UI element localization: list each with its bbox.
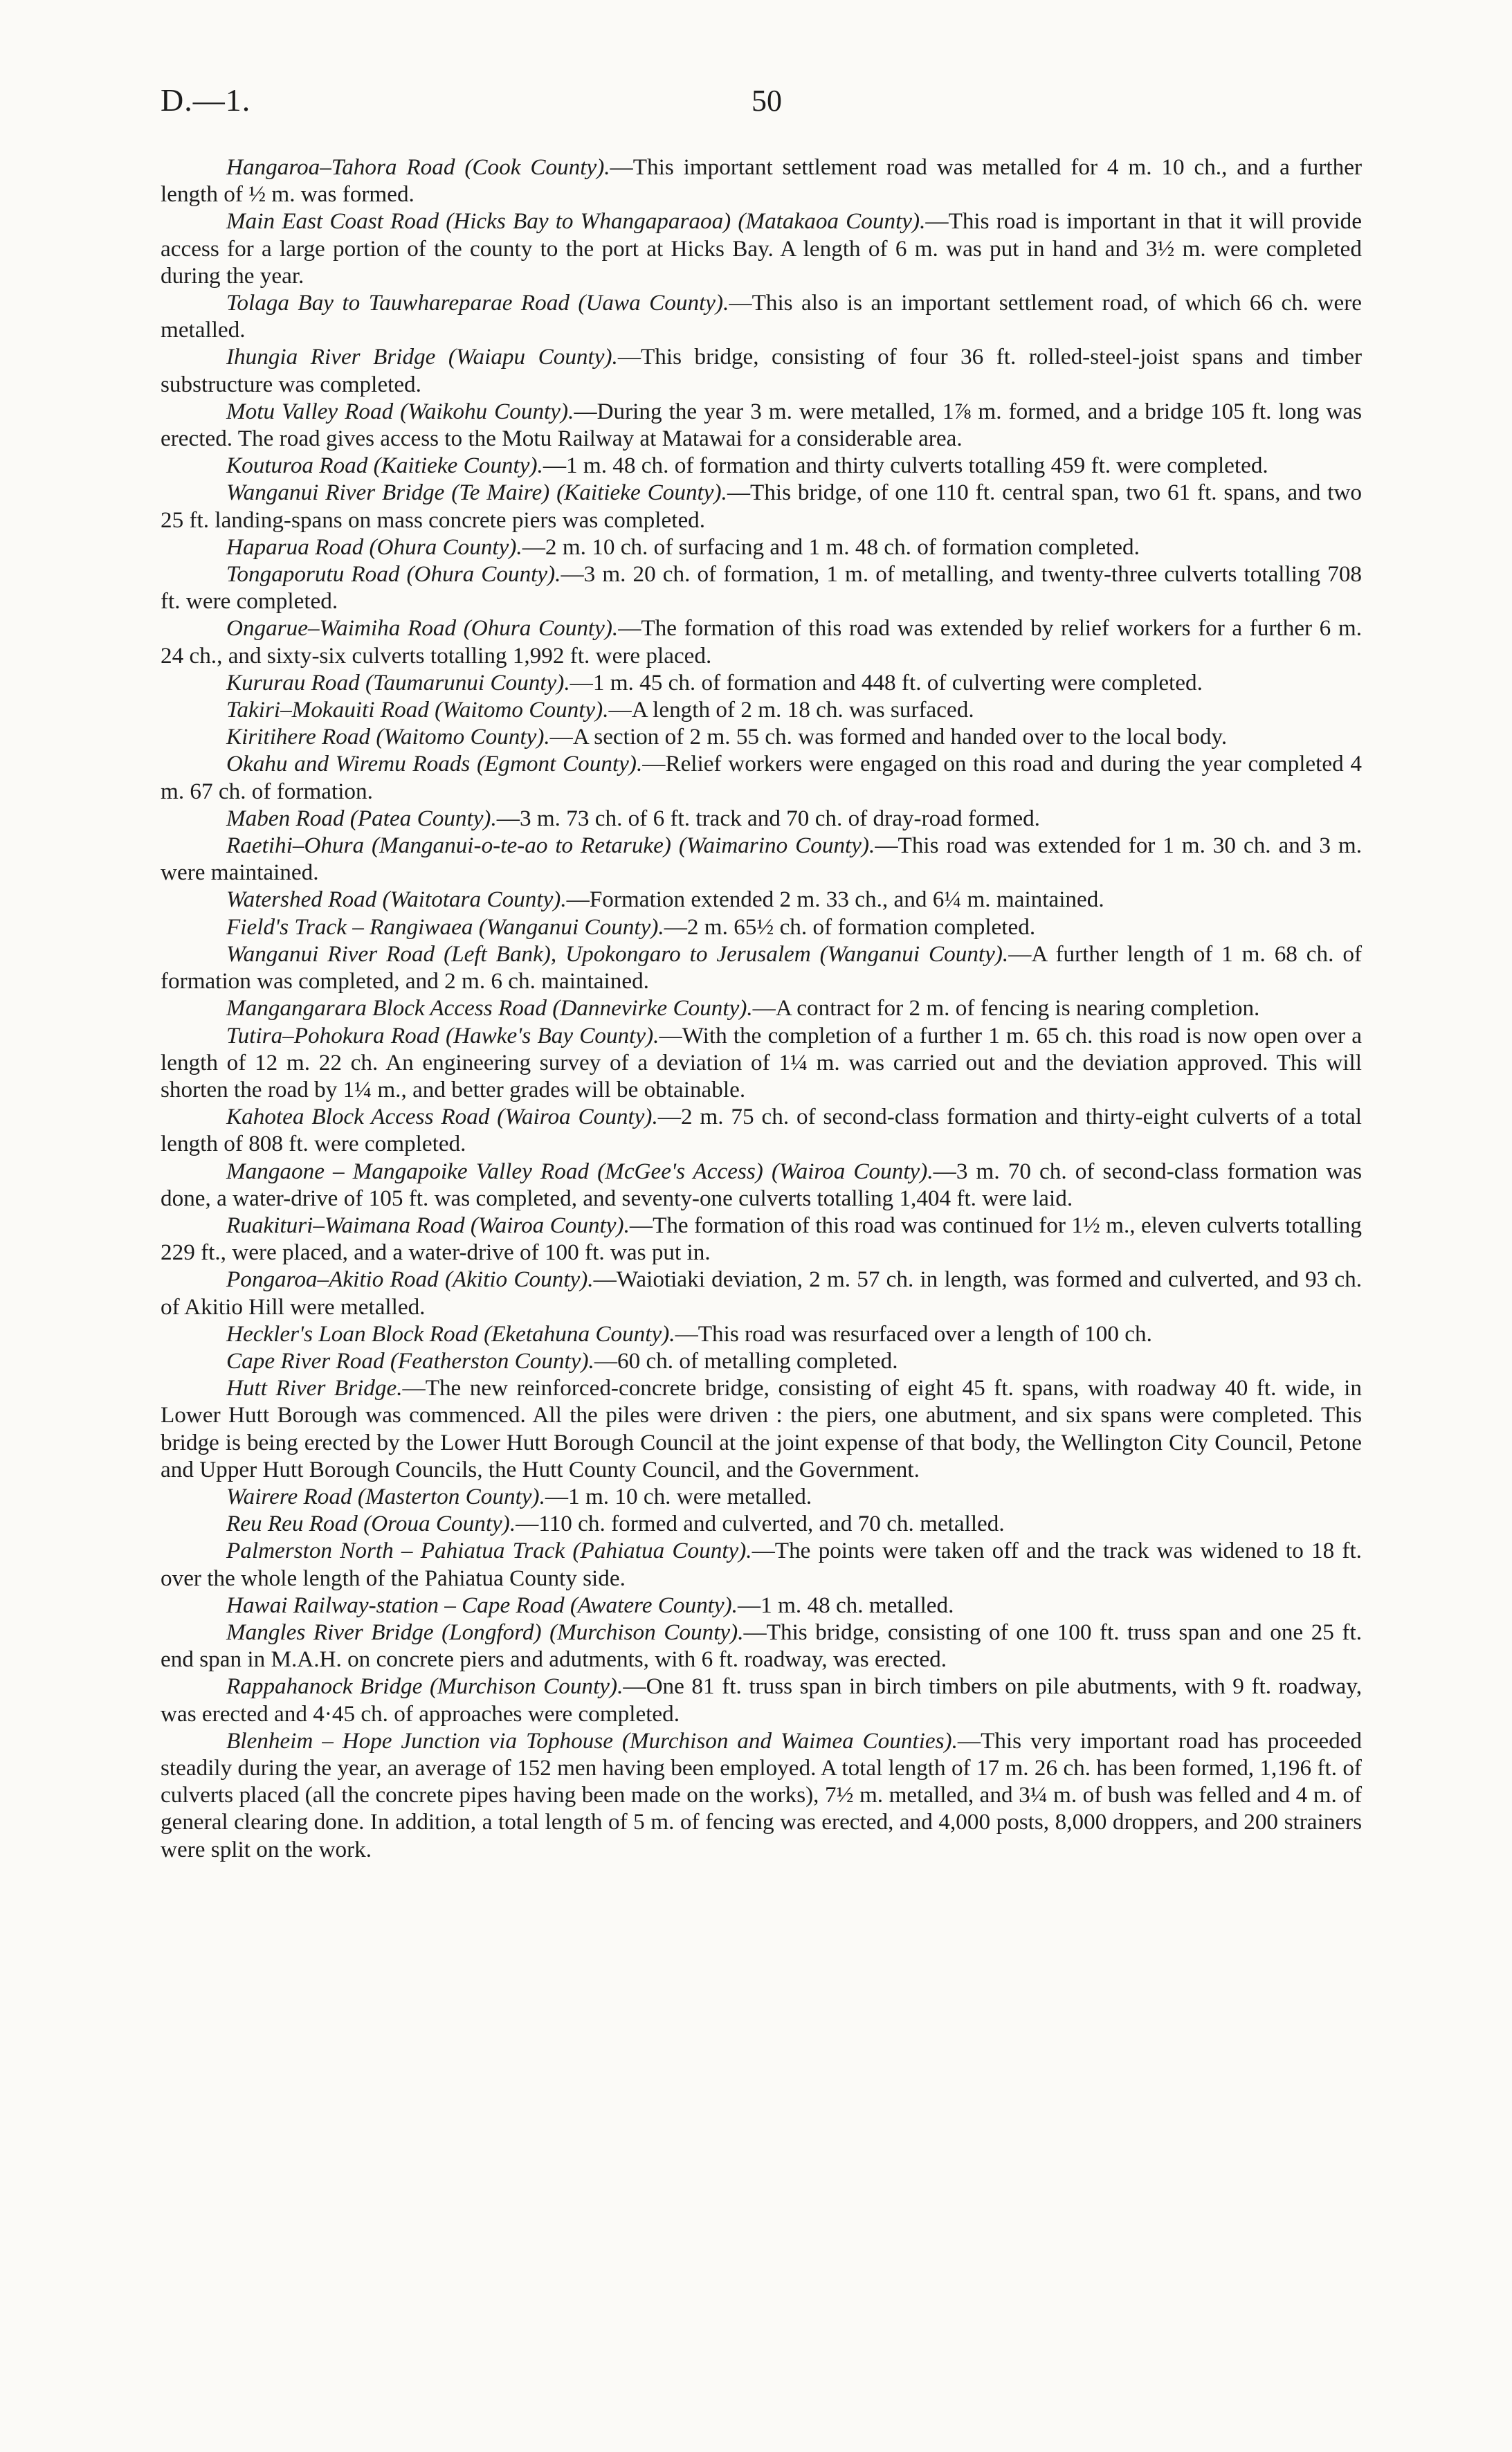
entry-title: Tongaporutu Road (Ohura County).: [226, 561, 561, 588]
entry-text: —1 m. 45 ch. of formation and 448 ft. of culverting were completed.: [570, 669, 1203, 696]
entry-text: —The points were taken off and the track was widened to 18 ft. over the whole length of the Pahiatua County side.: [161, 1538, 1362, 1591]
report-entry: [161, 1320, 1362, 1347]
report-entry: [161, 615, 1362, 669]
document-reference: D.—1.: [161, 82, 251, 118]
report-entry: [161, 805, 1362, 832]
report-entry: [161, 154, 1362, 208]
entry-title: Takiri–Mokauiti Road (Waitomo County).: [226, 697, 609, 723]
report-entry: [161, 723, 1362, 750]
page-number: 50: [752, 84, 782, 118]
entry-text: —With the completion of a further 1 m. 65 ch. this road is now open over a length of 12 m. 22 ch. An engineering survey of a deviation of 1¼ m. was carried out and the deviation approved. This will shorten the road by 1¼ m., and better grades will be obtainable.: [161, 1022, 1362, 1102]
entry-title: Palmerston North – Pahiatua Track (Pahiatua County).: [226, 1538, 752, 1564]
report-entry: [161, 1158, 1362, 1212]
report-entry: [161, 208, 1362, 289]
entry-text: —1 m. 48 ch. metalled.: [737, 1592, 954, 1618]
report-entry: [161, 1510, 1362, 1537]
entry-title: Hawai Railway-station – Cape Road (Awatere County).: [226, 1592, 738, 1618]
report-entry: [161, 750, 1362, 804]
entry-text: —This very important road has proceeded steadily during the year, an average of 152 men having been employed. A total length of 17 m. 26 ch. has been formed, 1,196 ft. of culverts placed (all the concrete pipes having been made on the works), 7½ m. metalled, and 3¼ m. of bush was felled and 4 m. of general clearing done. In addition, a total length of 5 m. of fencing was erected, and 4,000 posts, 8,000 droppers, and 200 strainers were split on the work.: [161, 1727, 1362, 1862]
entry-title: Wairere Road (Masterton County).: [226, 1483, 545, 1509]
report-entry: [161, 1022, 1362, 1104]
report-body: [161, 154, 1362, 1863]
entry-text: —2 m. 75 ch. of second-class formation and thirty-eight culverts of a total length of 808 ft. were completed.: [161, 1104, 1362, 1157]
entry-text: —60 ch. of metalling completed.: [594, 1347, 898, 1374]
entry-title: Hangaroa–Tahora Road (Cook County).: [226, 154, 610, 180]
report-entry: [161, 1673, 1362, 1727]
entry-text: —Waiotiaki deviation, 2 m. 57 ch. in length, was formed and culverted, and 93 ch. of Akitio Hill were metalled.: [161, 1266, 1363, 1320]
report-entry: [161, 696, 1362, 723]
entry-text: —1 m. 48 ch. of formation and thirty culverts totalling 459 ft. were completed.: [543, 453, 1268, 479]
entry-text: —This bridge, of one 110 ft. central span, two 61 ft. spans, and two 25 ft. landing-spans on mass concrete piers was completed.: [161, 480, 1363, 533]
entry-text: —This bridge, consisting of one 100 ft. truss span and one 25 ft. end span in M.A.H. on concrete piers and adutments, with 6 ft. roadway, was erected.: [161, 1619, 1363, 1673]
entry-title: Wanganui River Bridge (Te Maire) (Kaitieke County).: [226, 480, 727, 506]
report-entry: [161, 1727, 1362, 1863]
entry-title: Kahotea Block Access Road (Wairoa County).: [226, 1104, 658, 1130]
entry-title: Cape River Road (Featherston County).: [226, 1347, 594, 1374]
entry-text: —The formation of this road was continued for 1½ m., eleven culverts totalling 229 ft., were placed, and a water-drive of 100 ft. was put in.: [161, 1212, 1362, 1266]
report-entry: [161, 398, 1362, 452]
entry-title: Kururau Road (Taumarunui County).: [226, 669, 570, 696]
report-entry: [161, 941, 1362, 995]
report-entry: [161, 343, 1362, 397]
entry-title: Wanganui River Road (Left Bank), Upokongaro to Jerusalem (Wanganui County).: [226, 941, 1009, 967]
entry-text: —3 m. 20 ch. of formation, 1 m. of metalling, and twenty-three culverts totalling 708 ft. were completed.: [161, 561, 1363, 615]
entry-text: —3 m. 73 ch. of 6 ft. track and 70 ch. of dray-road formed.: [496, 805, 1040, 831]
entry-title: Mangles River Bridge (Longford) (Murchison County).: [226, 1619, 744, 1645]
entry-title: Ihungia River Bridge (Waiapu County).: [226, 344, 618, 370]
entry-title: Haparua Road (Ohura County).: [226, 534, 522, 560]
entry-text: —This road was resurfaced over a length of 100 ch.: [675, 1320, 1152, 1347]
entry-text: —The formation of this road was extended by relief workers for a further 6 m. 24 ch., and sixty-six culverts totalling 1,992 ft. were placed.: [161, 615, 1363, 669]
entry-title: Maben Road (Patea County).: [226, 805, 497, 831]
entry-text: —This road was extended for 1 m. 30 ch. and 3 m. were maintained.: [161, 833, 1362, 886]
entry-text: —A contract for 2 m. of fencing is nearing completion.: [752, 995, 1260, 1021]
entry-text: —This also is an important settlement road, of which 66 ch. were metalled.: [161, 290, 1362, 343]
entry-title: Field's Track – Rangiwaea (Wanganui County).: [226, 914, 664, 940]
report-entry: [161, 995, 1362, 1021]
entry-title: Mangaone – Mangapoike Valley Road (McGee's Access) (Wairoa County).: [226, 1158, 933, 1184]
report-entry: [161, 289, 1362, 343]
report-entry: [161, 1212, 1362, 1266]
report-entry: [161, 914, 1362, 941]
entry-text: —110 ch. formed and culverted, and 70 ch. metalled.: [516, 1511, 1005, 1537]
entry-text: —3 m. 70 ch. of second-class formation was done, a water-drive of 105 ft. was completed, and seventy-one culverts totalling 1,404 ft. were laid.: [161, 1158, 1362, 1211]
entry-title: Blenheim – Hope Junction via Tophouse (Murchison and Waimea Counties).: [226, 1727, 958, 1754]
report-entry: [161, 561, 1362, 615]
entry-title: Main East Coast Road (Hicks Bay to Whangaparaoa) (Matakaoa County).: [226, 208, 926, 235]
entry-title: Watershed Road (Waitotara County).: [226, 887, 567, 913]
report-entry: [161, 1347, 1362, 1374]
page-header: [161, 82, 1361, 137]
entry-text: —1 m. 10 ch. were metalled.: [545, 1483, 812, 1509]
entry-title: Hutt River Bridge.: [226, 1375, 403, 1401]
entry-title: Motu Valley Road (Waikohu County).: [226, 398, 574, 424]
entry-title: Mangangarara Block Access Road (Dannevirke County).: [226, 995, 753, 1021]
entry-text: —This road is important in that it will provide access for a large portion of the county to the port at Hicks Bay. A length of 6 m. was put in hand and 3½ m. were completed during the year.: [161, 208, 1362, 289]
report-entry: [161, 1592, 1362, 1619]
report-entry: [161, 1537, 1362, 1591]
entry-title: Tutira–Pohokura Road (Hawke's Bay County).: [226, 1022, 659, 1048]
entry-title: Heckler's Loan Block Road (Eketahuna County).: [226, 1320, 675, 1347]
entry-title: Ruakituri–Waimana Road (Wairoa County).: [226, 1212, 630, 1238]
report-entry: [161, 534, 1362, 561]
entry-title: Tolaga Bay to Tauwhareparae Road (Uawa County).: [226, 290, 729, 316]
entry-text: —2 m. 10 ch. of surfacing and 1 m. 48 ch. of formation completed.: [522, 534, 1140, 560]
entry-text: —One 81 ft. truss span in birch timbers on pile abutments, with 9 ft. roadway, was erected and 4·45 ch. of approaches were completed.: [161, 1673, 1362, 1727]
entry-title: Okahu and Wiremu Roads (Egmont County).: [226, 751, 643, 777]
entry-title: Kouturoa Road (Kaitieke County).: [226, 453, 543, 479]
entry-text: —2 m. 65½ ch. of formation completed.: [664, 914, 1036, 940]
entry-text: —Formation extended 2 m. 33 ch., and 6¼ m. maintained.: [566, 887, 1104, 913]
report-entry: [161, 1103, 1362, 1157]
entry-title: Ongarue–Waimiha Road (Ohura County).: [226, 615, 619, 642]
report-entry: [161, 886, 1362, 913]
entry-text: —This important settlement road was metalled for 4 m. 10 ch., and a further length of ½ m. was formed.: [161, 154, 1362, 208]
report-entry: [161, 1266, 1362, 1320]
entry-title: Pongaroa–Akitio Road (Akitio County).: [226, 1266, 594, 1293]
entry-title: Kiritihere Road (Waitomo County).: [226, 724, 550, 750]
entry-text: —The new reinforced-concrete bridge, consisting of eight 45 ft. spans, with roadway 40 ft. wide, in Lower Hutt Borough was commenced. All the piles were driven : the piers, one abutment, and six spans were completed. This bridge is being erected by the Lower Hutt Borough Council at the joint expense of that body, the Wellington City Council, Petone and Upper Hutt Borough Councils, the Hutt County Council, and the Government.: [161, 1375, 1362, 1482]
entry-text: —During the year 3 m. were metalled, 1⅞ m. formed, and a bridge 105 ft. long was erected. The road gives access to the Motu Railway at Matawai for a considerable area.: [161, 398, 1362, 452]
entry-title: Rappahanock Bridge (Murchison County).: [226, 1673, 623, 1700]
report-entry: [161, 1374, 1362, 1483]
report-entry: [161, 669, 1362, 696]
report-entry: [161, 1483, 1362, 1510]
report-entry: [161, 452, 1362, 479]
report-entry: [161, 1619, 1362, 1673]
entry-text: —A section of 2 m. 55 ch. was formed and handed over to the local body.: [549, 724, 1228, 750]
entry-text: —A length of 2 m. 18 ch. was surfaced.: [608, 697, 974, 723]
entry-title: Raetihi–Ohura (Manganui-o-te-ao to Retaruke) (Waimarino County).: [226, 833, 875, 859]
report-entry: [161, 832, 1362, 886]
entry-title: Reu Reu Road (Oroua County).: [226, 1511, 516, 1537]
entry-text: —This bridge, consisting of four 36 ft. rolled-steel-joist spans and timber substructure was completed.: [161, 344, 1362, 397]
entry-text: —Relief workers were engaged on this road and during the year completed 4 m. 67 ch. of formation.: [161, 751, 1362, 804]
report-entry: [161, 479, 1362, 533]
entry-text: —A further length of 1 m. 68 ch. of formation was completed, and 2 m. 6 ch. maintained.: [161, 941, 1362, 995]
